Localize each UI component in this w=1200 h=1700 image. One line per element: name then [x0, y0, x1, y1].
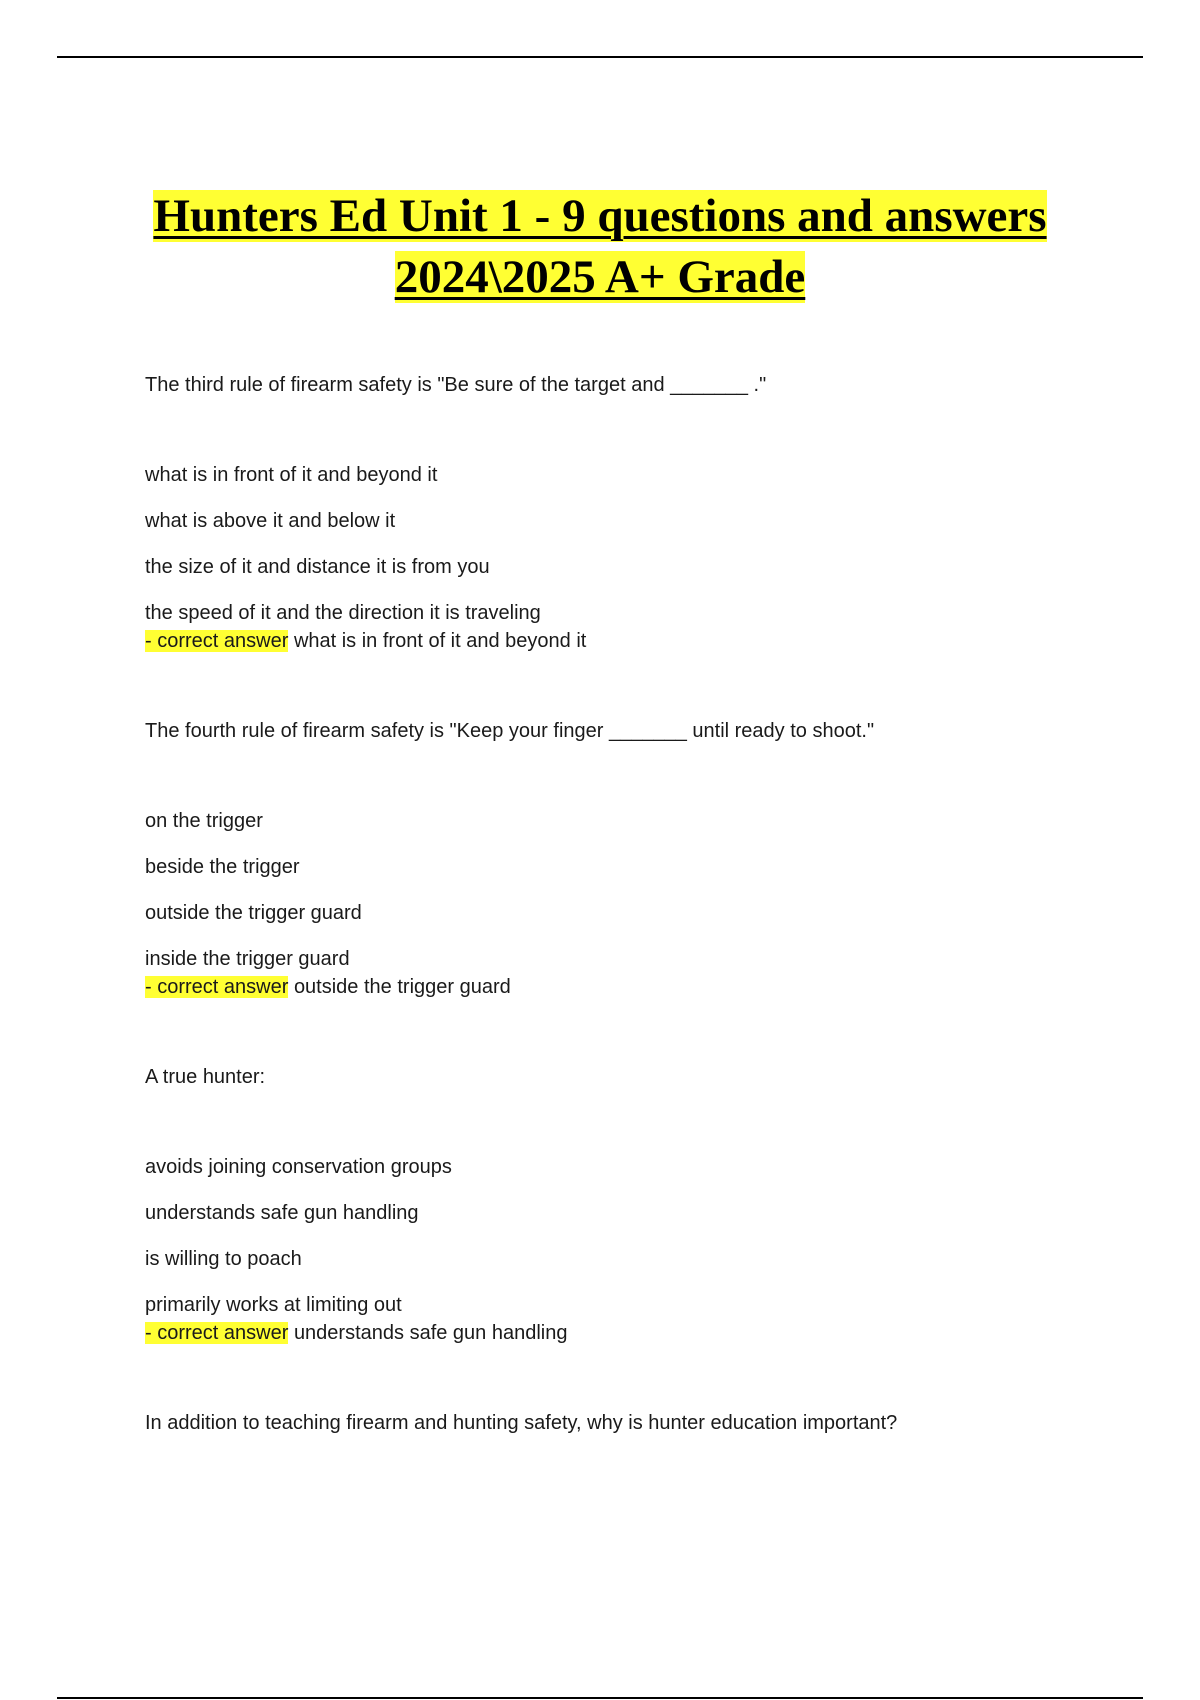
- correct-answer-text: what is in front of it and beyond it: [293, 630, 587, 652]
- document-title: [100, 186, 1100, 308]
- question-block-3: [145, 1063, 1145, 1347]
- option-item: outside the trigger guard: [145, 902, 362, 924]
- correct-answer-line: [145, 627, 1145, 655]
- option-item: what is above it and below it: [145, 510, 396, 532]
- correct-answer-line: [145, 973, 1145, 1001]
- title-line-2: 2024\2025 A+ Grade: [394, 251, 806, 303]
- option-list: [145, 461, 1145, 655]
- title-line-1: Hunters Ed Unit 1 - 9 questions and answers: [153, 190, 1047, 242]
- correct-answer-text: understands safe gun handling: [293, 1322, 568, 1344]
- correct-answer-tag: - correct answer: [145, 976, 289, 998]
- correct-answer-tag: - correct answer: [145, 1322, 289, 1344]
- correct-answer-line: [145, 1319, 1145, 1347]
- option-item: the speed of it and the direction it is traveling: [145, 602, 541, 624]
- option-item: on the trigger: [145, 810, 263, 832]
- question-block-2: [145, 717, 1145, 1001]
- question-text: A true hunter:: [145, 1066, 266, 1088]
- option-item: what is in front of it and beyond it: [145, 464, 438, 486]
- question-text: The third rule of firearm safety is "Be sure of the target and _______ .": [145, 374, 767, 396]
- correct-answer-text: outside the trigger guard: [293, 976, 511, 998]
- correct-answer-tag: - correct answer: [145, 630, 289, 652]
- option-list: [145, 1153, 1145, 1347]
- bottom-rule: [57, 1697, 1143, 1699]
- question-block-1: [145, 371, 1145, 655]
- option-item: inside the trigger guard: [145, 948, 350, 970]
- option-item: understands safe gun handling: [145, 1202, 419, 1224]
- option-item: primarily works at limiting out: [145, 1294, 402, 1316]
- option-item: avoids joining conservation groups: [145, 1156, 452, 1178]
- document-body: [145, 371, 1145, 1499]
- top-rule: [57, 56, 1143, 58]
- option-item: the size of it and distance it is from you: [145, 556, 490, 578]
- question-text: The fourth rule of firearm safety is "Keep your finger _______ until ready to shoot.": [145, 720, 875, 742]
- question-block-4: [145, 1409, 1145, 1437]
- question-text: In addition to teaching firearm and hunting safety, why is hunter education important?: [145, 1412, 898, 1434]
- option-item: is willing to poach: [145, 1248, 302, 1270]
- option-item: beside the trigger: [145, 856, 300, 878]
- option-list: [145, 807, 1145, 1001]
